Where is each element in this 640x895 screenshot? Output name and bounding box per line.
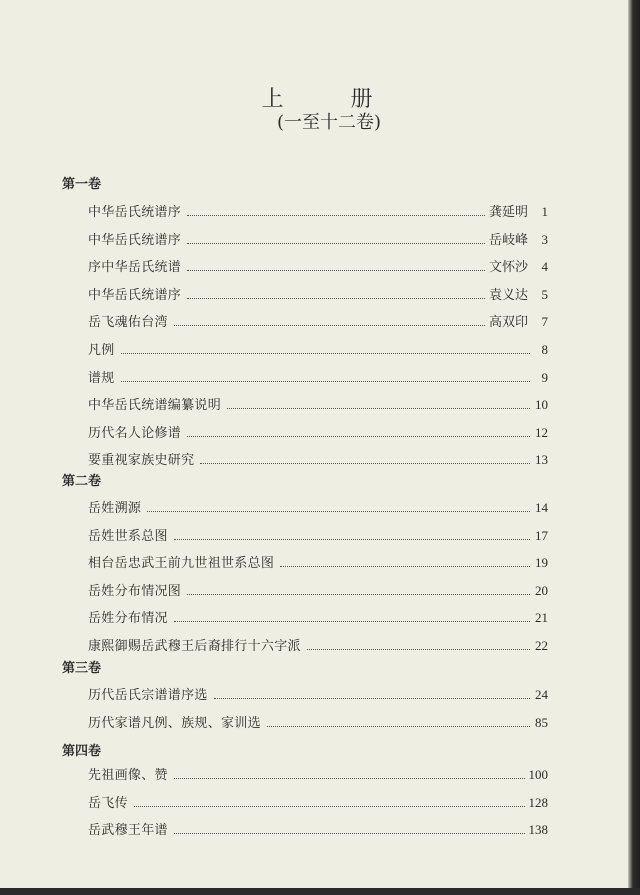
toc-entry-author: 文怀沙 [488,260,528,276]
toc-entry-page-number: 128 [528,794,548,810]
toc-entry-page-number: 9 [541,369,548,385]
toc-entry[interactable] [88,395,548,413]
toc-entry-page-number: 7 [541,314,548,330]
toc-entry-title: 要重视家族史研究 [88,453,195,469]
dot-leader [307,649,530,650]
toc-entry-page-number: 17 [535,527,548,543]
dot-leader [121,381,530,382]
toc-entry-title: 中华岳氏统谱序 [88,287,182,303]
toc-entry[interactable] [88,553,548,571]
toc-entry-title: 中华岳氏统谱编纂说明 [88,398,222,414]
toc-entry-title: 序中华岳氏统谱 [88,260,182,276]
toc-entry[interactable] [88,498,548,516]
dot-leader [174,833,525,834]
dot-leader [174,325,485,326]
toc-entry[interactable] [88,202,548,220]
toc-entry-page-number: 100 [528,767,548,782]
toc-entry[interactable] [88,636,548,654]
toc-entry[interactable] [88,793,548,811]
dot-leader [187,270,485,271]
toc-entry[interactable] [88,526,548,544]
toc-entry-title: 凡例 [88,343,115,358]
toc-entry-page-number: 85 [535,714,548,730]
toc-entry-page-number: 3 [541,231,548,247]
dot-leader [214,698,530,699]
toc-entry[interactable] [88,368,548,386]
page-title: 上 册 [261,87,403,112]
toc-entry-title: 岳姓溯源 [88,501,142,516]
page-bottom-edge [0,888,640,895]
toc-entry[interactable] [88,285,548,303]
toc-entry-title: 历代名人论修谱 [88,425,182,441]
dot-leader [187,436,530,437]
toc-entry-author: 袁义达 [488,287,528,303]
toc-entry-page-number: 4 [541,259,548,275]
toc-entry-title: 康熙御赐岳武穆王后裔排行十六字派 [88,639,301,654]
toc-entry-page-number: 12 [535,424,548,440]
toc-entry-title: 岳姓分布情况 [88,611,168,627]
toc-entry-page-number: 8 [541,342,548,357]
dot-leader [121,353,530,354]
toc-entry[interactable] [88,608,548,626]
dot-leader [147,511,530,512]
toc-entry-page-number: 5 [541,286,548,302]
toc-entry-page-number: 24 [535,687,548,702]
toc-entry[interactable] [88,423,548,441]
dot-leader [134,806,525,807]
toc-entry-title: 岳飞传 [88,795,128,811]
volume-heading: 第四卷 [62,744,102,759]
dot-leader [187,594,530,595]
toc-entry[interactable] [88,340,548,358]
toc-entry[interactable] [88,820,548,838]
toc-entry-page-number: 138 [528,822,548,838]
toc-entry[interactable] [88,581,548,599]
volume-heading: 第三卷 [62,661,102,676]
dot-leader [200,463,530,464]
dot-leader [267,726,530,727]
toc-entry[interactable] [88,685,548,703]
dot-leader [174,539,530,540]
dot-leader [187,215,485,216]
dot-leader [187,243,485,244]
toc-entry-title: 岳姓世系总图 [88,528,168,544]
toc-entry-title: 中华岳氏统谱序 [88,205,182,220]
toc-entry-page-number: 19 [535,555,548,571]
toc-entry-title: 历代家谱凡例、族规、家训选 [88,715,261,731]
dot-leader [280,566,530,567]
toc-entry-author: 高双印 [488,315,528,331]
toc-entry-title: 历代岳氏宗谱谱序选 [88,688,208,703]
toc-entry-title: 岳飞魂佑台湾 [88,315,168,331]
page-edge-shadow [628,0,640,895]
volume-heading: 第二卷 [62,474,102,489]
toc-entry-title: 中华岳氏统谱序 [88,232,182,248]
toc-entry-page-number: 14 [535,500,548,515]
toc-entry[interactable] [88,257,548,275]
toc-entry-page-number: 22 [535,638,548,653]
toc-entry-title: 先祖画像、赞 [88,768,168,783]
volume-heading: 第一卷 [62,177,102,192]
toc-entry-title: 谱规 [88,370,115,386]
dot-leader [227,408,530,409]
toc-entry[interactable] [88,312,548,330]
toc-entry-page-number: 20 [535,582,548,598]
toc-entry-page-number: 13 [535,452,548,468]
toc-entry-author: 龚延明 [488,205,528,220]
page-subtitle: (一至十二卷) [276,112,382,133]
toc-entry-page-number: 1 [541,204,548,219]
dot-leader [174,621,530,622]
toc-entry[interactable] [88,450,548,468]
toc-entry-title: 岳姓分布情况图 [88,583,182,599]
dot-leader [174,778,525,779]
toc-entry-title: 相台岳忠武王前九世祖世系总图 [88,556,275,572]
dot-leader [187,298,485,299]
toc-entry-title: 岳武穆王年谱 [88,823,168,839]
toc-entry-page-number: 21 [535,610,548,626]
toc-entry[interactable] [88,713,548,731]
toc-entry[interactable] [88,765,548,783]
toc-entry-author: 岳岐峰 [488,232,528,248]
toc-entry[interactable] [88,230,548,248]
toc-entry-page-number: 10 [535,397,548,413]
